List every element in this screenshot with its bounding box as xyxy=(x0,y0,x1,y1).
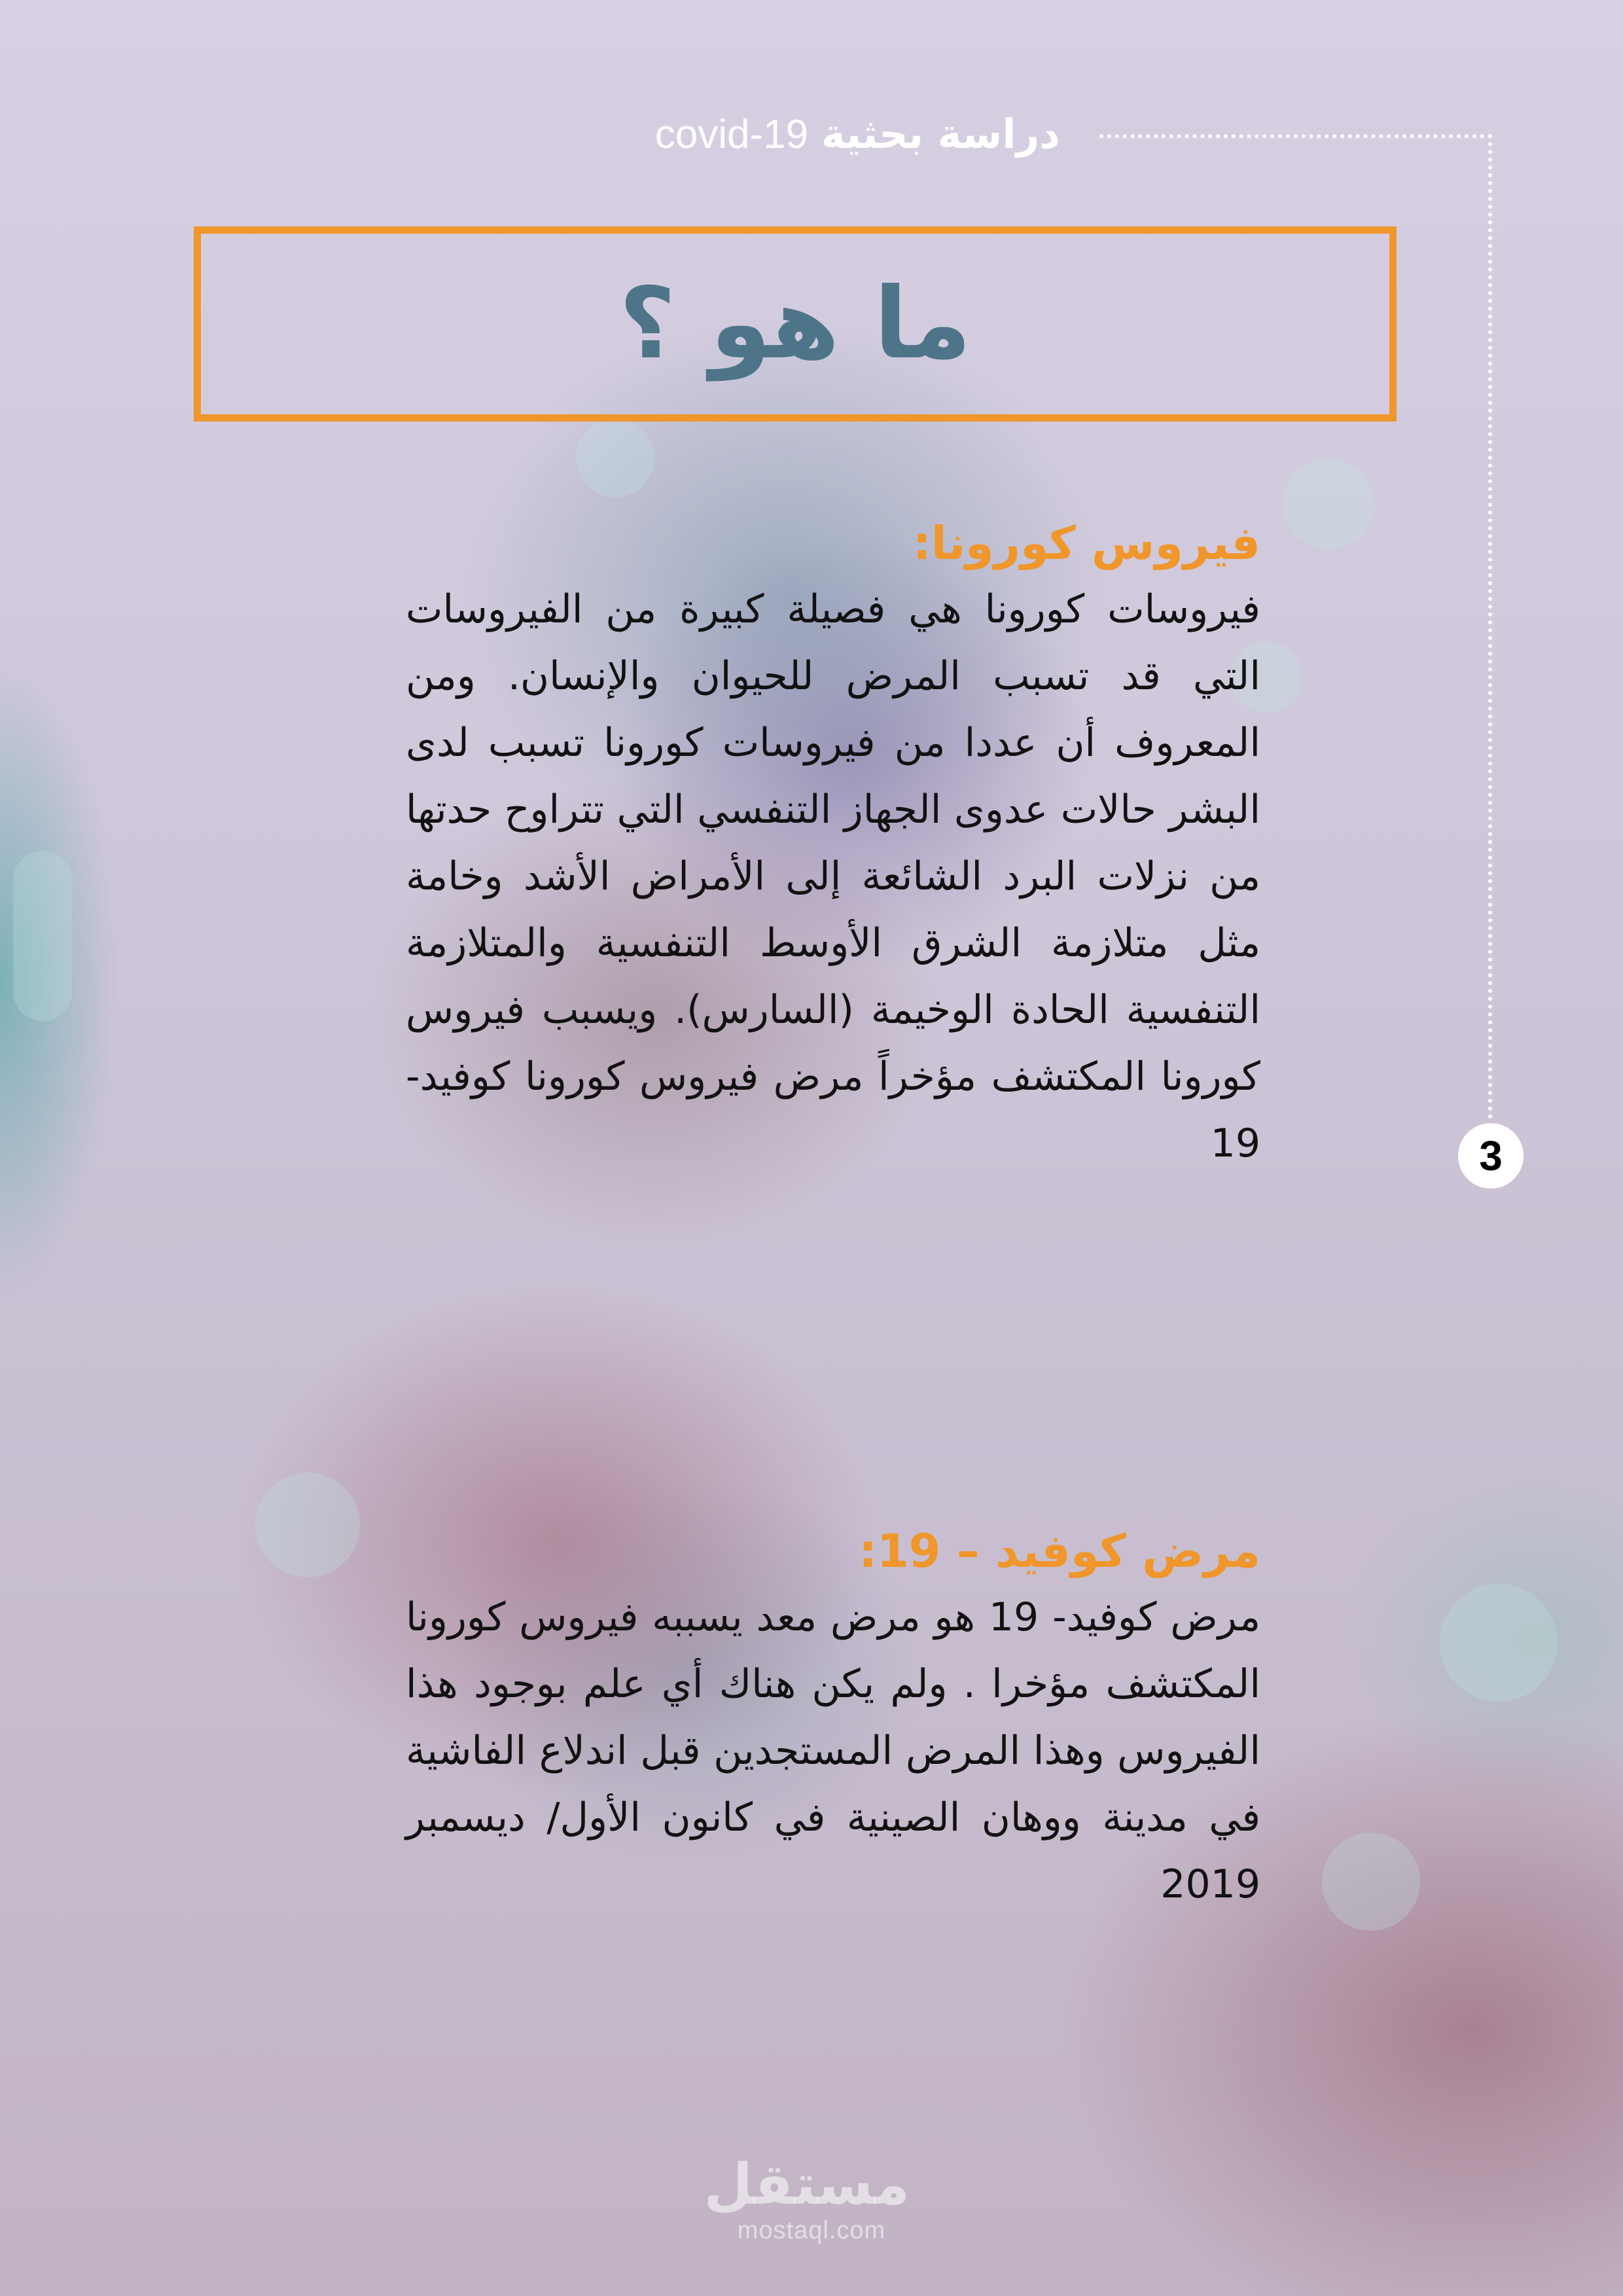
section-covid19 xyxy=(406,1518,1260,1918)
watermark-url: mostaql.com xyxy=(737,2217,886,2244)
bokeh-decoration xyxy=(1322,1833,1420,1931)
bokeh-decoration xyxy=(1440,1584,1558,1702)
bokeh-decoration xyxy=(1283,458,1374,550)
bokeh-decoration xyxy=(255,1473,360,1577)
header-title xyxy=(655,105,1060,164)
header-title-latin: covid-19 xyxy=(654,112,809,157)
section-coronavirus xyxy=(406,511,1260,1177)
section-body: فيروسات كورونا هي فصيلة كبيرة من الفيروسات التي قد تسبب المرض للحيوان والإنسان. ومن المعروف أن عددا من فيروسات كورونا تسبب لدى البشر حالات عدوى الجهاز التنفسي التي تتراوح حدتها من نزلات البرد الشائعة إلى الأمراض الأشد وخامة مثل متلازمة الشرق الأوسط التنفسية والمتلازمة التنفسية الحادة الوخيمة (السارس). ويسبب فيروس كورونا المكتشف مؤخراً مرض فيروس كورونا كوفيد- 19 xyxy=(406,586,1260,1166)
watermark-logo: مستقل xyxy=(704,2152,910,2217)
section-heading: مرض كوفيد – 19: xyxy=(858,1524,1260,1578)
bokeh-decoration xyxy=(576,419,654,497)
title-box xyxy=(194,226,1397,422)
page-title: ما هو ؟ xyxy=(618,267,972,381)
bokeh-decoration xyxy=(13,851,72,1021)
watermark xyxy=(704,2152,910,2245)
section-heading: فيروس كورونا: xyxy=(912,516,1260,570)
section-body: مرض كوفيد- 19 هو مرض معد يسببه فيروس كورونا المكتشف مؤخرا . ولم يكن هناك أي علم بوجود هذا الفيروس وهذا المرض المستجدين قبل اندلاع الفاشية في مدينة ووهان الصينية في كانون الأول/ ديسمبر 2019 xyxy=(406,1594,1261,1907)
header-title-arabic: دراسة بحثية xyxy=(821,110,1060,158)
side-dotted-line xyxy=(1488,134,1492,1119)
page-number-badge: 3 xyxy=(1458,1123,1524,1189)
header-dotted-line xyxy=(1099,134,1492,138)
